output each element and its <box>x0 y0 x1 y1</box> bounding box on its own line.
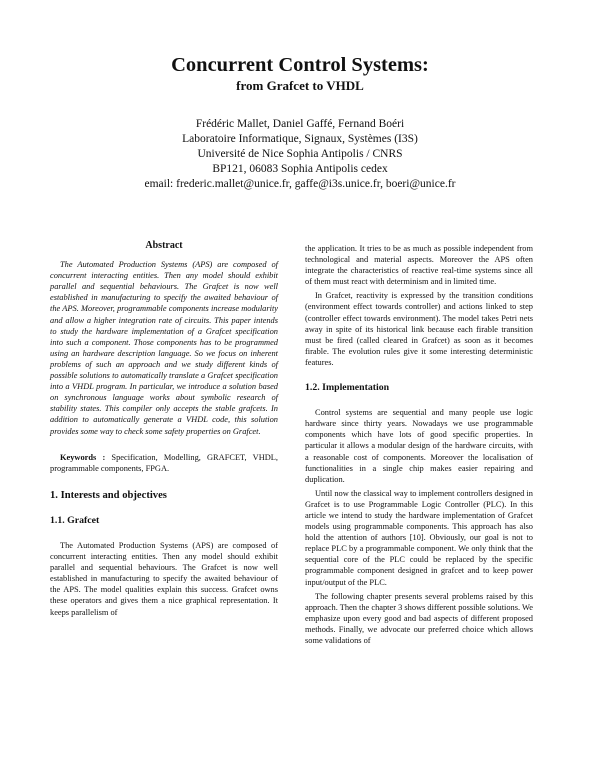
author-address: BP121, 06083 Sophia Antipolis cedex <box>212 163 388 175</box>
abstract-text: The Automated Production Systems (APS) are composed of concurrent interacting entities. Then any model should exhibit parallel and sequential behaviours. The Grafcet is now well established in manufacturing to specify the awaited behaviour of the APS. Moreover, programmable components increase modularity and allow a higher integration rate of circuits. This paper intends to study the hardware implementation of a Grafcet specification into such a component. Those components has to be programmed using an hardware description language. So we focus on inherent problems of such an approach and we study different kinds of possible solutions to automatically translate a Grafcet specification into a VHDL program. In particular, we introduce a solution based on synchronous language works about symbolic research of stability states. This compiler only accepts the stable grafcets. In addition to automatically generate a VHDL code, this solution provides some way to check some safety properties on Grafcet. <box>50 260 278 436</box>
right-column <box>305 243 533 646</box>
paper-title: Concurrent Control Systems: <box>171 54 429 76</box>
paragraph-grafcet-1-continued: the application. It tries to be as much as possible independent from technological and material aspects. Moreover the APS often integrate the characteristics of reactive real-time systems since all of them must react with determinism and in limited time. <box>305 244 533 287</box>
author-lab: Laboratoire Informatique, Signaux, Systèmes (I3S) <box>182 133 418 145</box>
paragraph-grafcet-2: In Grafcet, reactivity is expressed by the transition conditions (environment effect towards controller) and actions linked to step (controller effect towards environment). The model takes Petri nets away in spite of its historical link because each firable transition must be fired (called cleared in Grafcet) as soon as it becomes firable. The evolution rules give it some interesting deterministic features. <box>305 291 533 367</box>
author-email: email: frederic.mallet@unice.fr, gaffe@i3s.unice.fr, boeri@unice.fr <box>144 178 456 190</box>
keywords-label: Keywords : <box>60 452 106 462</box>
paragraph-implementation-3: The following chapter presents several problems raised by this approach. Then the chapter 3 shows different possible solutions. We emphasize upon every good and bad aspects of different proposed methods. Finally, we advocate our preferred choice which allows some validations of <box>305 591 533 645</box>
paper-subtitle: from Grafcet to VHDL <box>236 78 364 93</box>
section-heading-interests: 1. Interests and objectives <box>50 489 167 501</box>
author-university: Université de Nice Sophia Antipolis / CNRS <box>197 148 403 160</box>
subsection-heading-implementation: 1.2. Implementation <box>305 382 390 394</box>
subsection-heading-grafcet: 1.1. Grafcet <box>50 514 100 526</box>
keywords <box>50 452 278 474</box>
paragraph-implementation-2: Until now the classical way to implement controllers designed in Grafcet is to use Programmable Logic Controller (PLC). In this article we intend to study the hardware implementation of Grafcet models using programmable components. This approach has also hold the attention of authors [10]. Obviously, our goal is not to replace PLC by a programmable component. We only think that the sequential core of the PLC could be replaced by the specific programmable component designed in grafcet and to keep power input/output of the PLC. <box>305 488 533 587</box>
left-column <box>50 240 278 618</box>
paragraph-grafcet-1: The Automated Production Systems (APS) are composed of concurrent interacting entities. Then any model should exhibit parallel and sequential behaviours. The Grafcet is now well established in manufacturing to specify the awaited behaviour of the APS. The model qualities explain this success. Grafcet owns these operators and gives them a nice graphical representation. It keeps parallelism of <box>50 540 278 617</box>
abstract-heading: Abstract <box>145 240 183 251</box>
author-names: Frédéric Mallet, Daniel Gaffé, Fernand Boéri <box>195 118 405 130</box>
author-block <box>0 117 600 192</box>
keywords-text: Specification, Modelling, GRAFCET, VHDL, programmable components, FPGA. <box>50 452 279 473</box>
paragraph-implementation-1: Control systems are sequential and many people use logic hardware since thirty years. Nowadays we use programmable components which have lots of good specific properties. In particular it allows a modular design of the hardware circuits, with a reasonable cost of components. Moreover the localisation of functionalities in a single chip makes easier repairing and duplication. <box>305 408 533 484</box>
